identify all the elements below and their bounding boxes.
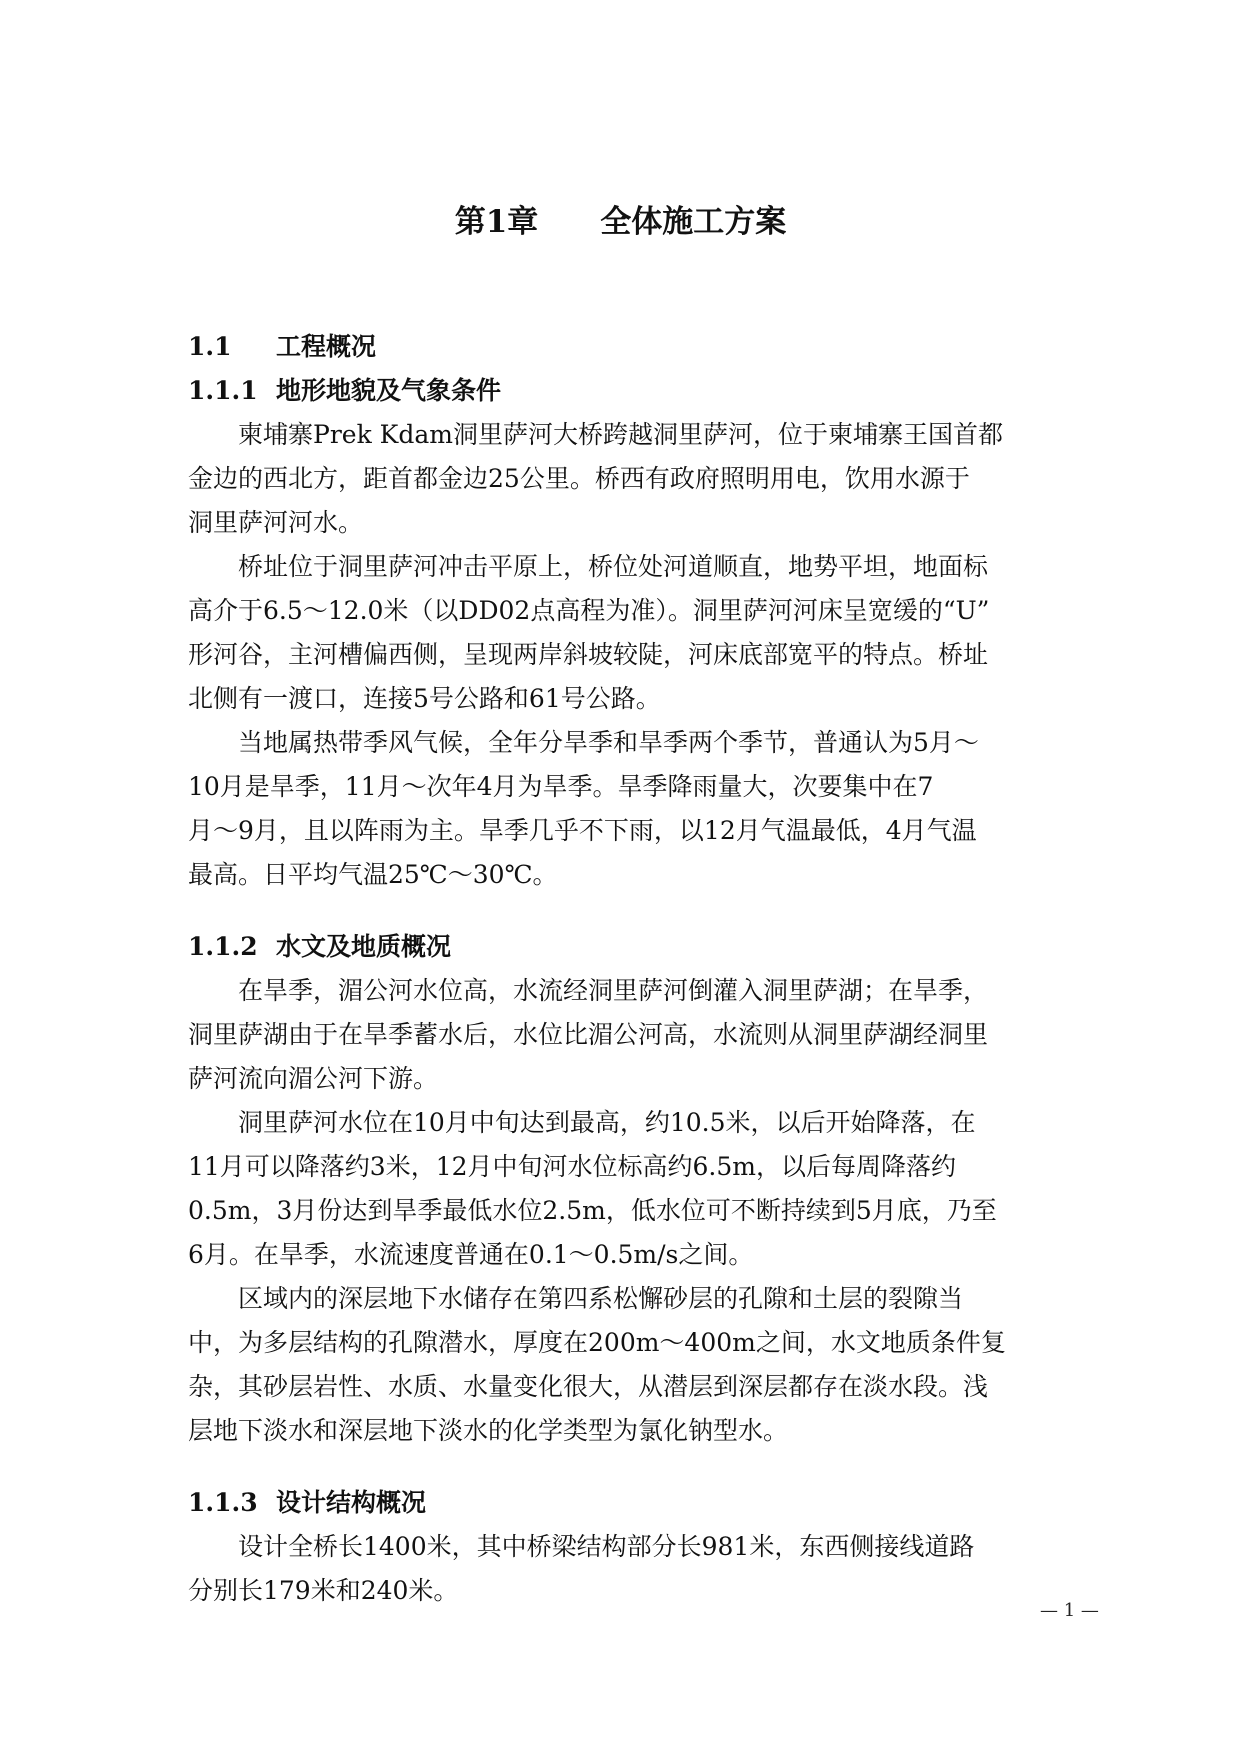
text-line: 分别长179米和240米。 — [188, 1576, 459, 1605]
section-title: 地形地貌及气象条件 — [276, 376, 502, 405]
section-spacer — [188, 1453, 1058, 1481]
section-number: 1.1.2 — [188, 932, 258, 961]
section-number: 1.1 — [188, 332, 232, 361]
section-title: 设计结构概况 — [276, 1488, 427, 1517]
text-line: 柬埔寨Prek Kdam洞里萨河大桥跨越洞里萨河，位于柬埔寨王国首都 — [238, 420, 1003, 449]
text-line: 洞里萨河水位在10月中旬达到最高，约10.5米，以后开始降落，在 — [238, 1108, 976, 1137]
paragraph-hydrology — [188, 969, 1058, 1101]
section-heading-1-1-1 — [188, 369, 1058, 413]
paragraph-location — [188, 413, 1058, 545]
chapter-title: 第1章 全体施工方案 — [454, 204, 787, 240]
text-line: 中，为多层结构的孔隙潜水，厚度在200m～400m之间，水文地质条件复 — [188, 1328, 1006, 1357]
section-heading-1-1-3 — [188, 1481, 1058, 1525]
section-heading-1-1-2 — [188, 925, 1058, 969]
page-number: — 1 — — [1040, 1600, 1099, 1621]
section-heading-1-1 — [188, 325, 1058, 369]
text-line: 形河谷，主河槽偏西侧，呈现两岸斜坡较陡，河床底部宽平的特点。桥址 — [188, 640, 989, 669]
section-spacer — [188, 897, 1058, 925]
text-line: 在旱季，湄公河水位高，水流经洞里萨河倒灌入洞里萨湖；在旱季， — [238, 976, 989, 1005]
paragraph-structure — [188, 1525, 1058, 1613]
text-line: 洞里萨湖由于在旱季蓄水后，水位比湄公河高，水流则从洞里萨湖经洞里 — [188, 1020, 989, 1049]
text-line: 最高。日平均气温25℃～30℃。 — [188, 860, 558, 889]
paragraph-groundwater — [188, 1277, 1058, 1453]
text-line: 高介于6.5～12.0米（以DD02点高程为准）。洞里萨河河床呈宽缓的“U” — [188, 596, 990, 625]
text-line: 6月。在旱季，水流速度普通在0.1～0.5m/s之间。 — [188, 1240, 754, 1269]
text-line: 杂，其砂层岩性、水质、水量变化很大，从潜层到深层都存在淡水段。浅 — [188, 1372, 989, 1401]
section-title: 工程概况 — [276, 332, 377, 361]
text-line: 当地属热带季风气候，全年分旱季和旱季两个季节，普通认为5月～ — [238, 728, 979, 757]
paragraph-climate — [188, 721, 1058, 897]
document-body — [188, 325, 1058, 1613]
paragraph-terrain — [188, 545, 1058, 721]
text-line: 金边的西北方，距首都金边25公里。桥西有政府照明用电，饮用水源于 — [188, 464, 970, 493]
text-line: 月～9月，且以阵雨为主。旱季几乎不下雨，以12月气温最低，4月气温 — [188, 816, 977, 845]
text-line: 北侧有一渡口，连接5号公路和61号公路。 — [188, 684, 661, 713]
text-line: 萨河流向湄公河下游。 — [188, 1064, 439, 1093]
text-line: 区域内的深层地下水储存在第四系松懈砂层的孔隙和土层的裂隙当 — [238, 1284, 964, 1313]
section-number: 1.1.1 — [188, 376, 258, 405]
text-line: 设计全桥长1400米，其中桥梁结构部分长981米，东西侧接线道路 — [238, 1532, 975, 1561]
text-line: 桥址位于洞里萨河冲击平原上，桥位处河道顺直，地势平坦，地面标 — [238, 552, 989, 581]
paragraph-water-level — [188, 1101, 1058, 1277]
text-line: 11月可以降落约3米，12月中旬河水位标高约6.5m，以后每周降落约 — [188, 1152, 956, 1181]
section-number: 1.1.3 — [188, 1488, 258, 1517]
section-title: 水文及地质概况 — [276, 932, 452, 961]
text-line: 层地下淡水和深层地下淡水的化学类型为氯化钠型水。 — [188, 1416, 789, 1445]
text-line: 10月是旱季，11月～次年4月为旱季。旱季降雨量大，次要集中在7 — [188, 772, 934, 801]
text-line: 洞里萨河河水。 — [188, 508, 364, 537]
text-line: 0.5m，3月份达到旱季最低水位2.5m，低水位可不断持续到5月底，乃至 — [188, 1196, 997, 1225]
